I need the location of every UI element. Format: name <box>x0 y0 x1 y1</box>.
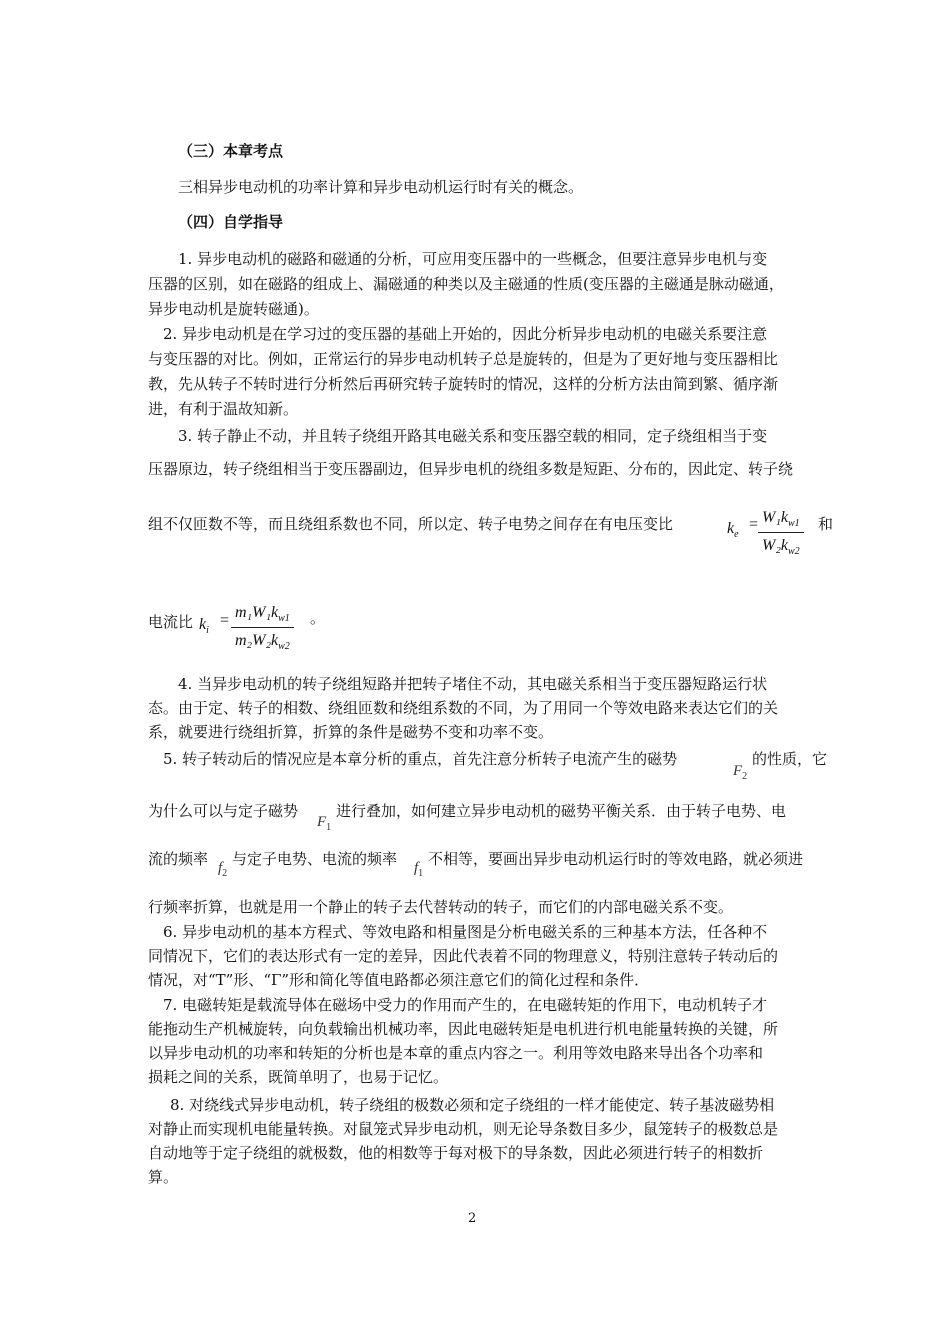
body-line: 2. 异步电动机是在学习过的变压器的基础上开始的，因此分析异步电动机的电磁关系要注意 <box>163 325 768 343</box>
body-line: 情况，对“T”形、“Γ”形和简化等值电路都必须注意它们的简化过程和条件． <box>148 971 650 989</box>
body-line: 压器原边，转子绕组相当于变压器副边，但异步电机的绕组多数是短距、分布的，因此定、转子绕 <box>148 460 794 478</box>
body-line: 行频率折算，也就是用一个静止的转子去代替转动的转子，而它们的内部电磁关系不变。 <box>148 898 734 916</box>
body-line: 7. 电磁转矩是载流导体在磁场中受力的作用而产生的，在电磁转矩的作用下，电动机转子才 <box>163 996 768 1014</box>
body-line: 电流比 <box>148 613 194 631</box>
body-line: 同情况下，它们的表达形式有一定的差异，因此代表着不同的物理意义，特别注意转子转动后的 <box>148 947 779 965</box>
F1-symbol: $F_1$ <box>317 814 332 833</box>
f1-symbol: $f_1$ <box>414 860 424 879</box>
body-line: 态。由于定、转子的相数、绕组匝数和绕组系数的不同，为了用同一个等效电路来表达它们的关 <box>148 699 779 717</box>
body-line: 5. 转子转动后的情况应是本章分析的重点，首先注意分析转子电流产生的磁势 <box>163 750 678 768</box>
section-heading: （四）自学指导 <box>178 213 284 231</box>
ke-numerator: $W_1k_{w1}$ <box>758 509 804 533</box>
section-heading: （三）本章考点 <box>178 142 284 160</box>
body-line: 与定子电势、电流的频率 <box>232 850 398 868</box>
body-line: 6. 异步电动机的基本方程式、等效电路和相量图是分析电磁关系的三种基本方法，任各种不 <box>163 923 768 941</box>
body-line: 教，先从转子不转时进行分析然后再研究转子旋转时的情况，这样的分析方法由简到繁、循序渐 <box>148 375 779 393</box>
ki-numerator: $m_1W_1k_{w1}$ <box>231 604 294 628</box>
body-line: 和 <box>818 515 834 533</box>
body-line: 流的频率 <box>148 850 209 868</box>
f2-symbol: $f_2$ <box>218 860 228 879</box>
body-line: 不相等，要画出异步电动机运行时的等效电路，就必须进 <box>428 850 804 868</box>
body-line: 压器的区别，如在磁路的组成上、漏磁通的种类以及主磁通的性质(变压器的主磁通是脉动磁通， <box>148 275 784 293</box>
body-line: 异步电动机是旋转磁通)。 <box>148 300 319 318</box>
body-line: 3. 转子静止不动，并且转子绕组开路其电磁关系和变压器空载的相同，定子绕组相当于变 <box>178 427 768 445</box>
ke-eq: = <box>748 516 759 533</box>
ki-fraction <box>231 604 294 652</box>
ki-eq: = <box>219 612 230 629</box>
body-line: 自动地等于定子绕组的就极数，他的相数等于每对极下的导条数，因此必须进行转子的相数折 <box>148 1144 764 1162</box>
body-line: 损耗之间的关系，既简单明了，也易于记忆。 <box>148 1068 449 1086</box>
body-line: 对静止而实现机电能量转换。对鼠笼式异步电动机，则无论导条数目多少，鼠笼转子的极数总是 <box>148 1120 779 1138</box>
ki-lhs: $k_i$ <box>199 616 209 636</box>
body-line: 8. 对绕线式异步电动机，转子绕组的极数必须和定子绕组的一样才能使定、转子基波磁势相 <box>170 1096 775 1114</box>
F2-symbol: $F_2$ <box>733 763 748 782</box>
body-line: 算。 <box>148 1168 179 1186</box>
page-number: 2 <box>468 1211 477 1226</box>
body-line: 为什么可以与定子磁势 <box>148 802 299 820</box>
body-line: 三相异步电动机的功率计算和异步电动机运行时有关的概念。 <box>178 178 584 196</box>
body-line: 与变压器的对比。例如，正常运行的异步电动机转子总是旋转的，但是为了更好地与变压器相比 <box>148 350 779 368</box>
ki-denominator: $m_2W_2k_{w2}$ <box>235 632 290 652</box>
body-line: 能拖动生产机械旋转，向负载输出机械功率，因此电磁转矩是电机进行机电能量转换的关键，所 <box>148 1020 779 1038</box>
body-line: 进，有利于温故知新。 <box>148 400 299 418</box>
ke-fraction <box>758 509 804 557</box>
body-line: 。 <box>310 609 326 627</box>
ke-denominator: $W_2k_{w2}$ <box>762 537 800 557</box>
ke-lhs: $k_e$ <box>727 520 739 540</box>
body-line: 进行叠加，如何建立异步电动机的磁势平衡关系．由于转子电势、电 <box>336 802 787 820</box>
body-line: 1. 异步电动机的磁路和磁通的分析，可应用变压器中的一些概念，但要注意异步电机与变 <box>178 250 768 268</box>
body-line: 组不仅匝数不等，而且绕组系数也不同，所以定、转子电势之间存在有电压变比 <box>148 515 674 533</box>
body-line: 系，就要进行绕组折算，折算的条件是磁势不变和功率不变。 <box>148 723 554 741</box>
body-line: 4. 当异步电动机的转子绕组短路并把转子堵住不动，其电磁关系相当于变压器短路运行状 <box>178 675 768 693</box>
body-line: 的性质，它 <box>752 750 828 768</box>
body-line: 以异步电动机的功率和转矩的分析也是本章的重点内容之一。利用等效电路来导出各个功率和 <box>148 1044 764 1062</box>
